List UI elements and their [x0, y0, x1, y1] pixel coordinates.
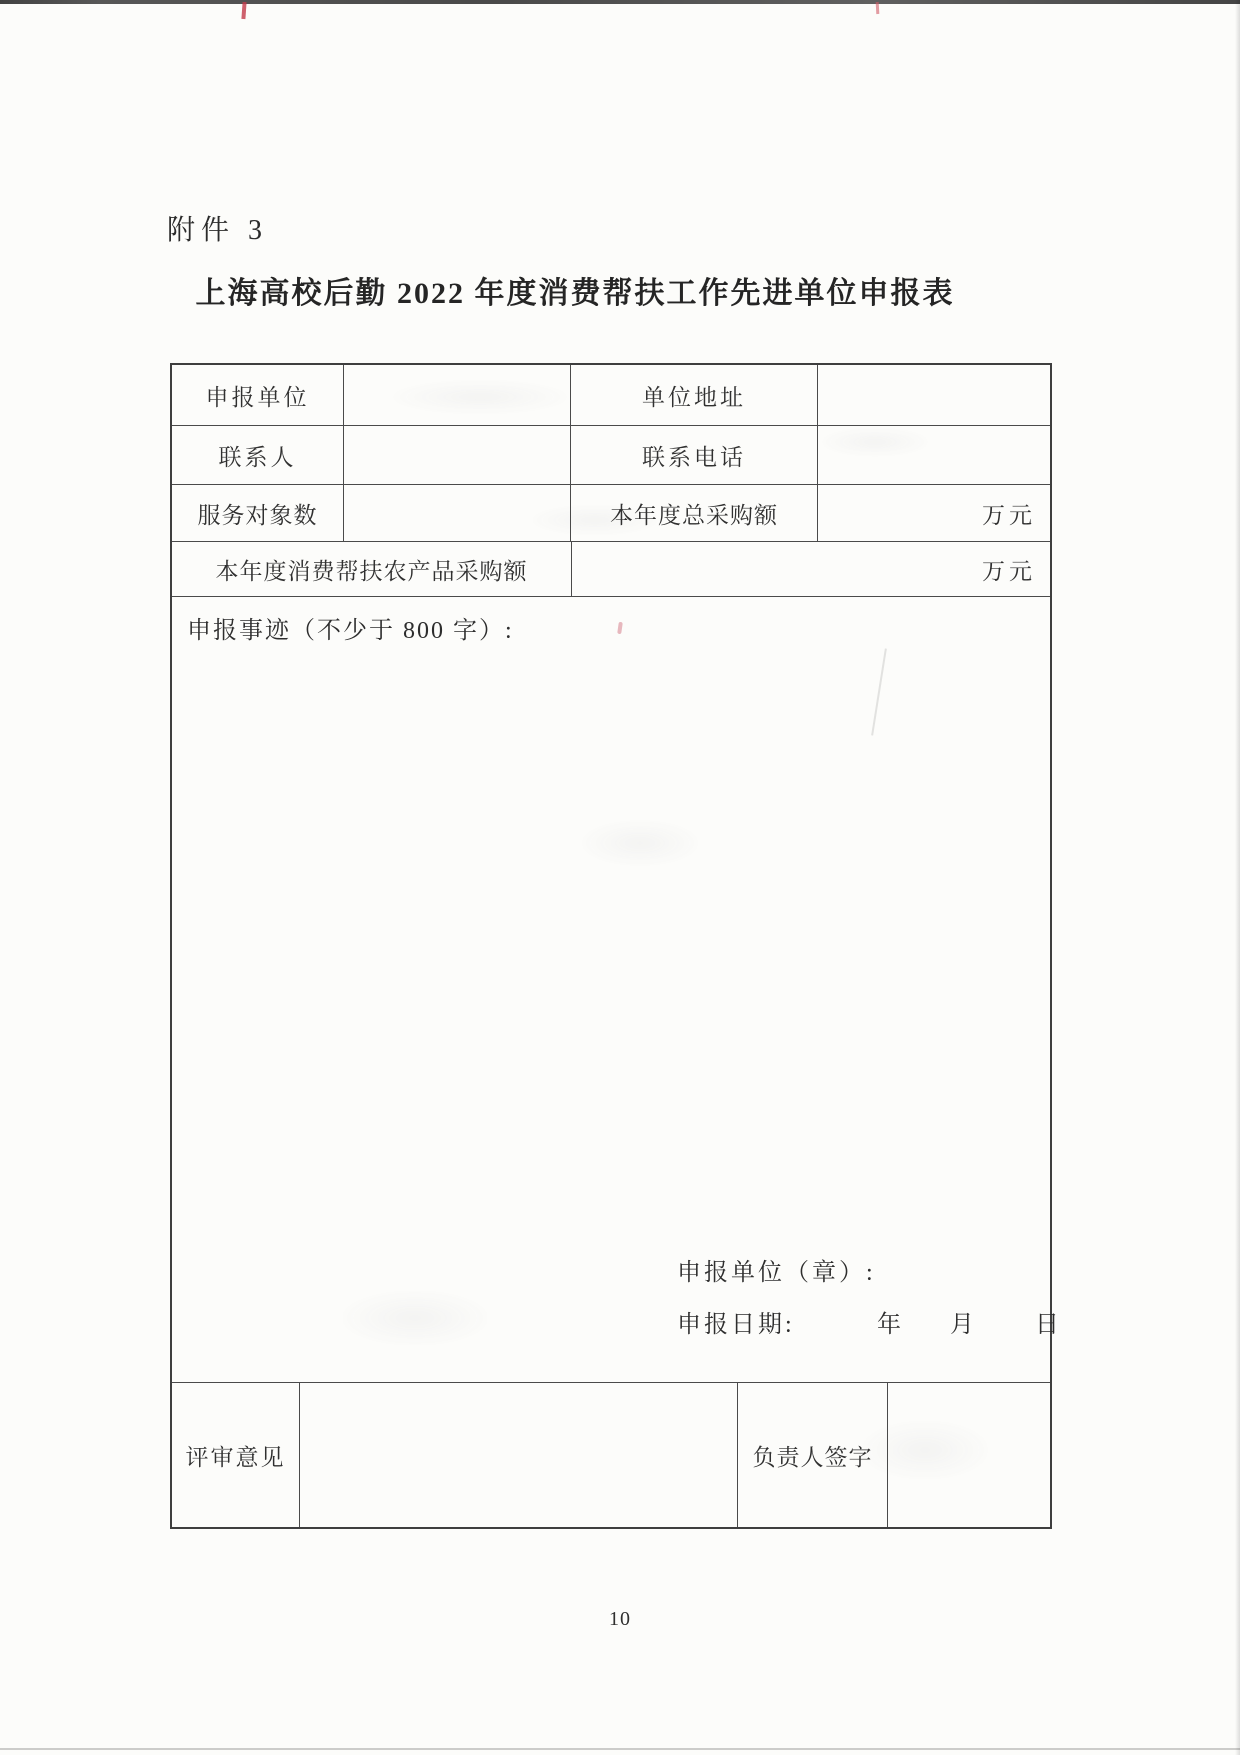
scan-bottom-edge-artifact: [0, 1748, 1240, 1750]
review-opinion-label: 评审意见: [172, 1383, 300, 1527]
review-opinion-value-cell: [300, 1383, 738, 1527]
applicant-unit-value-cell: [344, 365, 571, 425]
unit-address-label: 单位地址: [571, 365, 818, 425]
deeds-cell: [172, 597, 1062, 1382]
table-row-contact: [172, 426, 1050, 485]
date-month-label: 月: [950, 1312, 977, 1338]
assistance-purchase-label: 本年度消费帮扶农产品采购额: [172, 542, 572, 596]
date-year-label: 年: [877, 1312, 904, 1338]
contact-phone-value-cell: [818, 426, 1050, 484]
scan-right-edge-shadow: [1235, 0, 1240, 1755]
table-row-deeds: [172, 597, 1062, 1383]
applicant-unit-label: 申报单位: [172, 365, 344, 425]
contact-person-label: 联系人: [172, 426, 344, 484]
red-ink-artifact: [876, 2, 880, 14]
service-target-count-label: 服务对象数: [172, 485, 344, 541]
signer-label: 负责人签字: [738, 1383, 888, 1527]
table-row-assistance-purchase: [172, 542, 1050, 597]
annual-total-purchase-label: 本年度总采购额: [571, 485, 818, 541]
red-ink-artifact: [241, 2, 246, 19]
table-row-review: [172, 1383, 1050, 1527]
scan-top-edge-artifact: [0, 0, 1240, 4]
table-row-applicant: [172, 365, 1050, 426]
signature-block: [677, 597, 1062, 1382]
application-date-line: [677, 1304, 1062, 1338]
date-day-label: 日: [1035, 1312, 1062, 1338]
unit-address-value-cell: [818, 365, 1050, 425]
table-row-service-purchase: [172, 485, 1050, 542]
annual-total-purchase-unit: 万元: [982, 502, 1036, 528]
attachment-label: 附件 3: [167, 215, 269, 246]
contact-phone-label: 联系电话: [571, 426, 818, 484]
form-title: 上海高校后勤 2022 年度消费帮扶工作先进单位申报表: [195, 277, 955, 310]
service-target-count-value-cell: [344, 485, 571, 541]
signer-value-cell: [888, 1383, 1050, 1527]
contact-person-value-cell: [344, 426, 571, 484]
unit-seal-label: 申报单位（章）:: [677, 1260, 876, 1286]
application-form-table: [170, 363, 1062, 1529]
application-date-label: 申报日期:: [677, 1312, 795, 1338]
assistance-purchase-unit: 万元: [982, 558, 1036, 584]
deeds-label: 申报事迹（不少于 800 字）:: [187, 618, 514, 644]
page-number: 10: [609, 1608, 631, 1630]
